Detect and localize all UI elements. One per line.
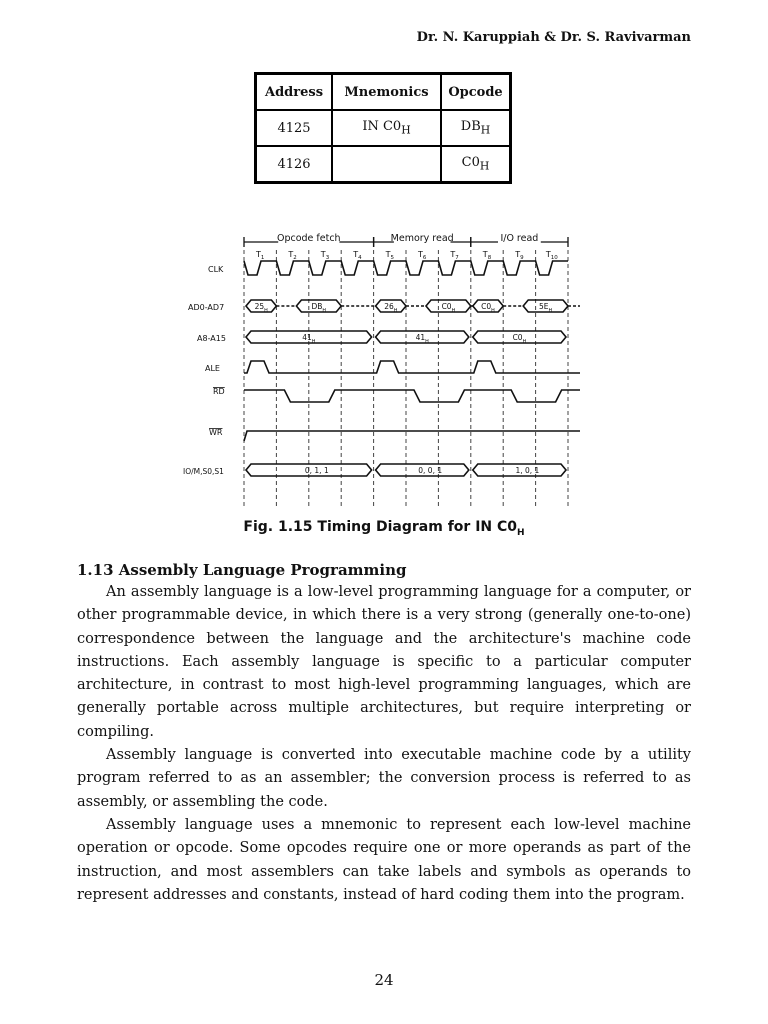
signal-label-ale: ALE	[205, 364, 220, 373]
phase-label: Opcode fetch	[276, 233, 341, 244]
timing-diagram	[181, 220, 587, 515]
signal-label-ad: AD0-AD7	[188, 303, 225, 312]
signal-label-a: A8-A15	[197, 334, 226, 343]
status-value: 1, 0, 1	[515, 466, 540, 475]
paragraph: An assembly language is a low-level programming language for a computer, or other programmable device, in which there is a very strong (generally one-to-one) correspondence between the language and the architecture's machine code instructions. Each assembly language is specific to a particular computer architecture, in contrast to most high-level programming languages, which are generally portable across multiple architectures, but require interpreting or compiling.	[77, 584, 691, 740]
column-header-mnemonics: Mnemonics	[332, 74, 441, 111]
state-label: $T_7$	[450, 250, 459, 261]
paragraph: Assembly language uses a mnemonic to represent each low-level machine operation or opcode. Some opcodes require one or more operands as part of the instruction, and most assemblers can take labels and symbols as operands to represent addresses and constants, instead of hard coding them into the program.	[77, 816, 691, 903]
ad-bus-segment-value: $25_H$	[254, 302, 268, 314]
figure-caption: Fig. 1.15 Timing Diagram for IN $C0_H$	[243, 519, 525, 538]
table-row	[256, 110, 511, 146]
state-label: $T_9$	[515, 250, 524, 261]
mnemonic-cell	[332, 146, 441, 183]
column-header-opcode: Opcode	[441, 74, 511, 111]
column-header-address: Address	[256, 74, 333, 111]
mnemonic-cell: IN $C0_H$	[332, 110, 441, 146]
table-row	[256, 146, 511, 183]
state-label: $T_{10}$	[545, 250, 558, 261]
phase-label: I/O read	[500, 233, 539, 244]
ad-bus-segment-value: $C0_H$	[441, 302, 456, 314]
state-label: $T_4$	[353, 250, 362, 261]
running-header: Dr. N. Karuppiah & Dr. S. Ravivarman	[416, 30, 691, 45]
a-bus-segment-value: $41_H$	[415, 333, 429, 345]
opcode-cell: $C0_H$	[441, 146, 511, 183]
state-label: $T_2$	[288, 250, 297, 261]
table-header-row	[256, 74, 511, 111]
ad-bus-segment-value: $26_H$	[384, 302, 398, 314]
state-label: $T_1$	[256, 250, 265, 261]
opcode-table	[254, 72, 512, 184]
ad-bus-segment-value: $DB_H$	[311, 302, 327, 314]
state-label: $T_5$	[385, 250, 394, 261]
ad-bus-segment-value: $5E_H$	[539, 302, 553, 314]
state-label: $T_8$	[482, 250, 492, 261]
page-number: 24	[374, 971, 394, 989]
section-heading: 1.13 Assembly Language Programming	[77, 561, 407, 579]
paragraph: Assembly language is converted into executable machine code by a utility program referred to as an assembler; the conversion process is referred to as assembly, or assembling the code.	[77, 747, 691, 810]
a-bus-segment-value: $C0_H$	[512, 333, 527, 345]
state-label: $T_6$	[418, 250, 427, 261]
state-label: $T_3$	[320, 250, 330, 261]
signal-label-status: IO/M,S0,S1	[183, 467, 224, 476]
address-cell: 4125	[256, 110, 333, 146]
signal-label-clk: CLK	[208, 265, 224, 274]
a-bus-segment-value: $41_H$	[302, 333, 316, 345]
signal-label-rd: RD	[213, 387, 225, 396]
section-assembly-language	[77, 561, 691, 907]
phase-label: Memory read	[390, 233, 454, 244]
signal-label-wr: WR	[209, 428, 223, 437]
ad-bus-segment-value: $C0_H$	[481, 302, 495, 314]
status-value: 0, 0, 1	[418, 466, 443, 475]
status-value: 0, 1, 1	[304, 466, 329, 475]
opcode-cell: $DB_H$	[441, 110, 511, 146]
address-cell: 4126	[256, 146, 333, 183]
